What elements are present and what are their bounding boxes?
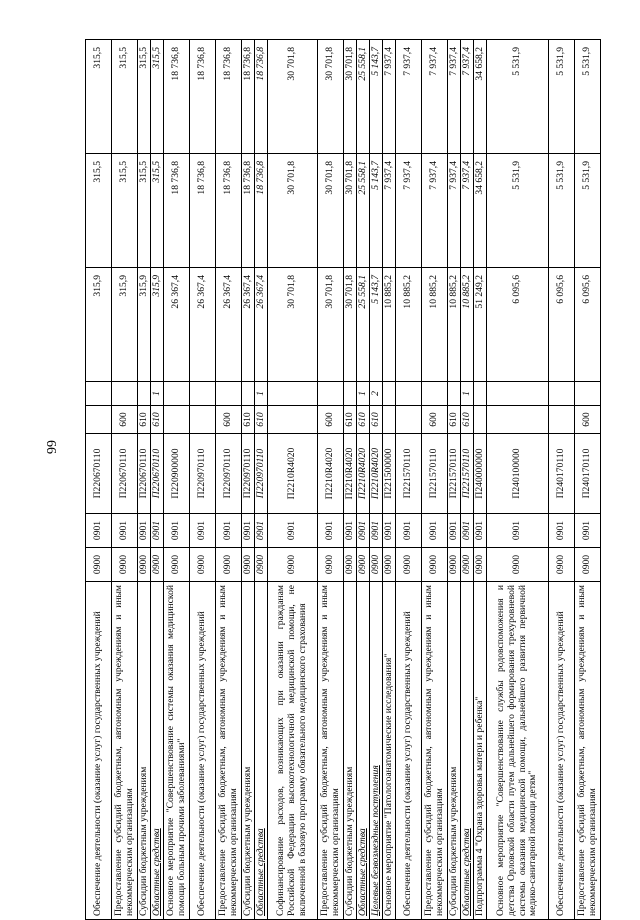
expense-type-code: 610 <box>138 406 151 434</box>
target-article-code: П220970110 <box>216 434 242 514</box>
expense-type-code: 600 <box>112 406 138 434</box>
amount-year-1: 26 367,4 <box>255 268 268 382</box>
section-code: 0901 <box>383 514 396 548</box>
row-name: Субсидии бюджетным учреждениям <box>242 582 255 920</box>
section-code: 0901 <box>164 514 190 548</box>
amount-year-2: 7 937,4 <box>422 154 448 268</box>
row-name: Областные средства <box>151 582 164 920</box>
expense-type-code <box>86 406 112 434</box>
amount-year-1: 6 095,6 <box>575 268 601 382</box>
section-code: 0901 <box>549 514 575 548</box>
funding-source-code <box>383 382 396 406</box>
grbs-code: 0900 <box>151 548 164 582</box>
amount-year-1: 30 701,8 <box>268 268 318 382</box>
table-row <box>318 40 344 920</box>
section-code: 0901 <box>575 514 601 548</box>
funding-source-code <box>575 382 601 406</box>
amount-year-1: 10 885,2 <box>448 268 461 382</box>
section-code: 0901 <box>318 514 344 548</box>
row-name: Целевые безвозмездные поступления <box>370 582 383 920</box>
grbs-code: 0900 <box>255 548 268 582</box>
page-number: 66 <box>43 440 58 454</box>
amount-year-1: 315,9 <box>151 268 164 382</box>
row-name: Областные средства <box>461 582 474 920</box>
amount-year-3: 7 937,4 <box>448 40 461 154</box>
amount-year-3: 7 937,4 <box>422 40 448 154</box>
section-code: 0901 <box>448 514 461 548</box>
grbs-code: 0900 <box>370 548 383 582</box>
funding-source-code <box>344 382 357 406</box>
target-article-code: П2210R4020 <box>370 434 383 514</box>
amount-year-2: 5 531,9 <box>575 154 601 268</box>
amount-year-2: 7 937,4 <box>461 154 474 268</box>
row-name: Предоставление субсидий бюджетным, автономным учреждениям и иным некоммерческим организациям <box>112 582 138 920</box>
table-row <box>549 40 575 920</box>
grbs-code: 0900 <box>461 548 474 582</box>
section-code: 0901 <box>422 514 448 548</box>
amount-year-2: 315,5 <box>138 154 151 268</box>
amount-year-3: 7 937,4 <box>396 40 422 154</box>
amount-year-2: 315,5 <box>151 154 164 268</box>
target-article-code: П220670110 <box>112 434 138 514</box>
amount-year-3: 5 143,7 <box>370 40 383 154</box>
table-row <box>370 40 383 920</box>
amount-year-3: 5 531,9 <box>487 40 549 154</box>
amount-year-3: 18 736,8 <box>255 40 268 154</box>
amount-year-2: 315,5 <box>86 154 112 268</box>
row-name: Обеспечение деятельности (оказание услуг) государственных учреждений <box>549 582 575 920</box>
amount-year-2: 25 558,1 <box>357 154 370 268</box>
section-code: 0901 <box>242 514 255 548</box>
table-row <box>112 40 138 920</box>
amount-year-2: 30 701,8 <box>344 154 357 268</box>
target-article-code: П220670110 <box>151 434 164 514</box>
amount-year-1: 25 558,1 <box>357 268 370 382</box>
amount-year-1: 26 367,4 <box>216 268 242 382</box>
target-article-code: П221570110 <box>422 434 448 514</box>
amount-year-2: 7 937,4 <box>383 154 396 268</box>
section-code: 0901 <box>86 514 112 548</box>
target-article-code: П240000000 <box>474 434 487 514</box>
amount-year-3: 315,5 <box>151 40 164 154</box>
funding-source-code: 1 <box>151 382 164 406</box>
grbs-code: 0900 <box>357 548 370 582</box>
grbs-code: 0900 <box>344 548 357 582</box>
funding-source-code <box>112 382 138 406</box>
amount-year-2: 30 701,8 <box>318 154 344 268</box>
funding-source-code: 1 <box>255 382 268 406</box>
row-name: Субсидии бюджетным учреждениям <box>138 582 151 920</box>
row-name: Обеспечение деятельности (оказание услуг) государственных учреждений <box>396 582 422 920</box>
budget-table-page <box>85 47 640 920</box>
funding-source-code <box>164 382 190 406</box>
grbs-code: 0900 <box>575 548 601 582</box>
amount-year-2: 5 531,9 <box>549 154 575 268</box>
funding-source-code <box>396 382 422 406</box>
amount-year-1: 5 143,7 <box>370 268 383 382</box>
funding-source-code <box>318 382 344 406</box>
expense-type-code: 610 <box>242 406 255 434</box>
row-name: Субсидии бюджетным учреждениям <box>344 582 357 920</box>
amount-year-2: 5 143,7 <box>370 154 383 268</box>
row-name: Подпрограмма 4 "Охрана здоровья матери и ребенка" <box>474 582 487 920</box>
row-name: Предоставление субсидий бюджетным, автономным учреждениям и иным некоммерческим организациям <box>318 582 344 920</box>
amount-year-1: 6 095,6 <box>549 268 575 382</box>
grbs-code: 0900 <box>318 548 344 582</box>
amount-year-1: 10 885,2 <box>422 268 448 382</box>
amount-year-1: 10 885,2 <box>461 268 474 382</box>
amount-year-1: 26 367,4 <box>190 268 216 382</box>
target-article-code: П221570110 <box>396 434 422 514</box>
grbs-code: 0900 <box>487 548 549 582</box>
target-article-code: П240100000 <box>487 434 549 514</box>
grbs-code: 0900 <box>383 548 396 582</box>
amount-year-3: 18 736,8 <box>216 40 242 154</box>
target-article-code: П221500000 <box>383 434 396 514</box>
amount-year-1: 315,9 <box>86 268 112 382</box>
funding-source-code: 2 <box>370 382 383 406</box>
section-code: 0901 <box>112 514 138 548</box>
amount-year-1: 26 367,4 <box>164 268 190 382</box>
table-row <box>255 40 268 920</box>
grbs-code: 0900 <box>216 548 242 582</box>
target-article-code: П221570110 <box>448 434 461 514</box>
target-article-code: П240170110 <box>549 434 575 514</box>
expense-type-code: 610 <box>370 406 383 434</box>
amount-year-1: 315,9 <box>138 268 151 382</box>
funding-source-code <box>268 382 318 406</box>
amount-year-2: 315,5 <box>112 154 138 268</box>
row-name: Субсидии бюджетным учреждениям <box>448 582 461 920</box>
amount-year-3: 30 701,8 <box>318 40 344 154</box>
row-name: Основное мероприятие "Совершенствование системы оказания медицинской помощи больным прочими заболеваниями" <box>164 582 190 920</box>
grbs-code: 0900 <box>268 548 318 582</box>
section-code: 0901 <box>151 514 164 548</box>
section-code: 0901 <box>357 514 370 548</box>
target-article-code: П220670110 <box>138 434 151 514</box>
amount-year-3: 30 701,8 <box>344 40 357 154</box>
amount-year-2: 18 736,8 <box>242 154 255 268</box>
expense-type-code: 610 <box>344 406 357 434</box>
grbs-code: 0900 <box>422 548 448 582</box>
amount-year-2: 30 701,8 <box>268 154 318 268</box>
amount-year-2: 18 736,8 <box>255 154 268 268</box>
expense-type-code: 610 <box>448 406 461 434</box>
grbs-code: 0900 <box>86 548 112 582</box>
expense-type-code: 610 <box>357 406 370 434</box>
amount-year-1: 30 701,8 <box>344 268 357 382</box>
expense-type-code: 610 <box>461 406 474 434</box>
target-article-code: П220970110 <box>242 434 255 514</box>
row-name: Основное мероприятие "Совершенствование службы родовспоможения и детства Орловской области путем дальнейшего формирования трехуровневой системы оказания медицинской помощи, дальнейшего развития первичной медико-санитарной помощи детям" <box>487 582 549 920</box>
table-row <box>151 40 164 920</box>
expense-type-code <box>164 406 190 434</box>
section-code: 0901 <box>268 514 318 548</box>
target-article-code: П2210R4020 <box>344 434 357 514</box>
section-code: 0901 <box>216 514 242 548</box>
expense-type-code <box>396 406 422 434</box>
amount-year-2: 18 736,8 <box>164 154 190 268</box>
section-code: 0901 <box>370 514 383 548</box>
table-row <box>422 40 448 920</box>
funding-source-code: 1 <box>461 382 474 406</box>
amount-year-3: 5 531,9 <box>575 40 601 154</box>
funding-source-code <box>216 382 242 406</box>
amount-year-1: 10 885,2 <box>383 268 396 382</box>
section-code: 0901 <box>487 514 549 548</box>
expense-type-code: 600 <box>575 406 601 434</box>
funding-source-code <box>86 382 112 406</box>
amount-year-1: 30 701,8 <box>318 268 344 382</box>
amount-year-2: 18 736,8 <box>190 154 216 268</box>
grbs-code: 0900 <box>474 548 487 582</box>
expense-type-code <box>383 406 396 434</box>
expense-type-code: 600 <box>318 406 344 434</box>
grbs-code: 0900 <box>448 548 461 582</box>
table-row <box>357 40 370 920</box>
section-code: 0901 <box>396 514 422 548</box>
amount-year-3: 315,5 <box>138 40 151 154</box>
amount-year-2: 5 531,9 <box>487 154 549 268</box>
row-name: Обеспечение деятельности (оказание услуг) государственных учреждений <box>86 582 112 920</box>
funding-source-code <box>487 382 549 406</box>
amount-year-3: 7 937,4 <box>383 40 396 154</box>
table-row <box>216 40 242 920</box>
amount-year-3: 315,5 <box>86 40 112 154</box>
target-article-code: П2210R4020 <box>318 434 344 514</box>
grbs-code: 0900 <box>549 548 575 582</box>
section-code: 0901 <box>138 514 151 548</box>
table-row <box>487 40 549 920</box>
amount-year-3: 7 937,4 <box>461 40 474 154</box>
table-row <box>268 40 318 920</box>
table-row <box>575 40 601 920</box>
row-name: Предоставление субсидий бюджетным, автономным учреждениям и иным некоммерческим организациям <box>422 582 448 920</box>
table-row <box>344 40 357 920</box>
row-name: Обеспечение деятельности (оказание услуг) государственных учреждений <box>190 582 216 920</box>
expense-type-code <box>190 406 216 434</box>
funding-source-code <box>474 382 487 406</box>
table-row <box>474 40 487 920</box>
amount-year-1: 6 095,6 <box>487 268 549 382</box>
amount-year-2: 34 658,2 <box>474 154 487 268</box>
amount-year-2: 18 736,8 <box>216 154 242 268</box>
row-name: Основное мероприятие "Патологоанатомические исследования" <box>383 582 396 920</box>
table-row <box>190 40 216 920</box>
target-article-code: П2210R4020 <box>357 434 370 514</box>
funding-source-code <box>549 382 575 406</box>
budget-table-body <box>86 40 601 920</box>
row-name: Областные средства <box>255 582 268 920</box>
amount-year-3: 18 736,8 <box>164 40 190 154</box>
table-row <box>242 40 255 920</box>
row-name: Областные средства <box>357 582 370 920</box>
amount-year-3: 18 736,8 <box>190 40 216 154</box>
target-article-code: П221570110 <box>461 434 474 514</box>
table-row <box>86 40 112 920</box>
section-code: 0901 <box>474 514 487 548</box>
grbs-code: 0900 <box>242 548 255 582</box>
section-code: 0901 <box>344 514 357 548</box>
amount-year-1: 315,9 <box>112 268 138 382</box>
grbs-code: 0900 <box>112 548 138 582</box>
funding-source-code <box>448 382 461 406</box>
amount-year-1: 10 885,2 <box>396 268 422 382</box>
amount-year-2: 7 937,4 <box>448 154 461 268</box>
target-article-code: П220670110 <box>86 434 112 514</box>
amount-year-3: 5 531,9 <box>549 40 575 154</box>
amount-year-1: 51 249,2 <box>474 268 487 382</box>
amount-year-1: 26 367,4 <box>242 268 255 382</box>
expense-type-code: 610 <box>151 406 164 434</box>
table-row <box>138 40 151 920</box>
expense-type-code <box>487 406 549 434</box>
funding-source-code: 1 <box>357 382 370 406</box>
expense-type-code <box>268 406 318 434</box>
table-row <box>396 40 422 920</box>
grbs-code: 0900 <box>164 548 190 582</box>
target-article-code: П2210R4020 <box>268 434 318 514</box>
expense-type-code <box>474 406 487 434</box>
row-name: Софинансирование расходов, возникающих при оказании гражданам Российской Федерации высокотехнологичной медицинской помощи, не включенной в базовую программу обязательного медицинского страхования <box>268 582 318 920</box>
section-code: 0901 <box>461 514 474 548</box>
expense-type-code <box>549 406 575 434</box>
funding-source-code <box>422 382 448 406</box>
funding-source-code <box>242 382 255 406</box>
amount-year-3: 25 558,1 <box>357 40 370 154</box>
target-article-code: П220970110 <box>255 434 268 514</box>
target-article-code: П220970110 <box>190 434 216 514</box>
amount-year-3: 18 736,8 <box>242 40 255 154</box>
funding-source-code <box>138 382 151 406</box>
amount-year-3: 34 658,2 <box>474 40 487 154</box>
table-row <box>448 40 461 920</box>
target-article-code: П240170110 <box>575 434 601 514</box>
section-code: 0901 <box>255 514 268 548</box>
target-article-code: П220900000 <box>164 434 190 514</box>
amount-year-3: 30 701,8 <box>268 40 318 154</box>
amount-year-2: 7 937,4 <box>396 154 422 268</box>
amount-year-3: 315,5 <box>112 40 138 154</box>
grbs-code: 0900 <box>396 548 422 582</box>
table-row <box>164 40 190 920</box>
table-row <box>383 40 396 920</box>
grbs-code: 0900 <box>190 548 216 582</box>
row-name: Предоставление субсидий бюджетным, автономным учреждениям и иным некоммерческим организациям <box>216 582 242 920</box>
funding-source-code <box>190 382 216 406</box>
expense-type-code: 600 <box>422 406 448 434</box>
expense-type-code: 600 <box>216 406 242 434</box>
table-row <box>461 40 474 920</box>
grbs-code: 0900 <box>138 548 151 582</box>
budget-table <box>85 39 601 920</box>
section-code: 0901 <box>190 514 216 548</box>
expense-type-code: 610 <box>255 406 268 434</box>
row-name: Предоставление субсидий бюджетным, автономным учреждениям и иным некоммерческим организациям <box>575 582 601 920</box>
